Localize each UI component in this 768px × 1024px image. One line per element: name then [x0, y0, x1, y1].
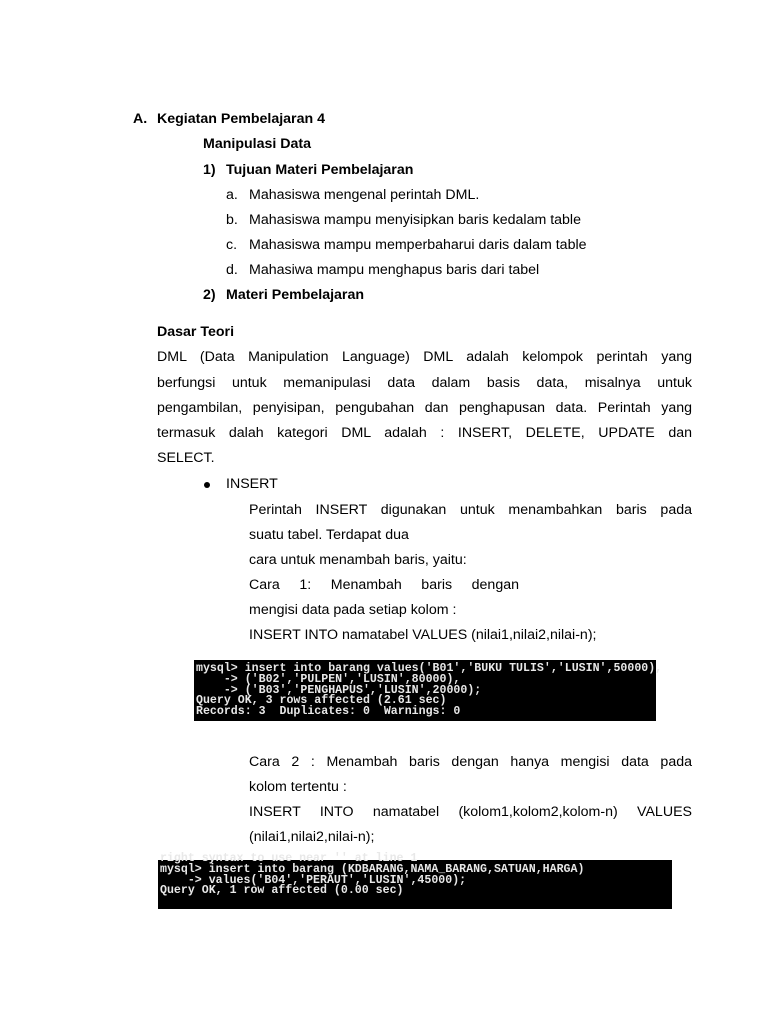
terminal-line: -> ('B02','PULPEN','LUSIN',80000),: [196, 672, 461, 686]
objective-letter: b.: [226, 212, 238, 228]
objective-text: Mahasiswa mampu memperbaharui daris dalam table: [249, 237, 587, 253]
theory-line: DML (Data Manipulation Language) DML adalah kelompok perintah yang: [157, 349, 692, 365]
theory-line: SELECT.: [157, 450, 215, 466]
cara2-line: (nilai1,nilai2,nilai-n);: [249, 829, 375, 845]
theory-heading: Dasar Teori: [157, 324, 235, 340]
terminal-screenshot-2: [158, 852, 672, 909]
section-title: Kegiatan Pembelajaran 4: [157, 111, 325, 127]
objective-letter: d.: [226, 262, 238, 278]
terminal-line: Query OK, 1 row affected (0.00 sec): [160, 884, 404, 898]
insert-bullet-label: INSERT: [226, 476, 278, 492]
terminal-line: Records: 3 Duplicates: 0 Warnings: 0: [196, 705, 461, 719]
objective-text: Mahasiwa mampu menghapus baris dari tabel: [249, 262, 540, 278]
part2-title: Materi Pembelajaran: [226, 287, 364, 303]
cara2-line: INSERT INTO namatabel (kolom1,kolom2,kolom-n) VALUES: [249, 804, 692, 820]
theory-line: pengambilan, penyisipan, pengubahan dan penghapusan data. Perintah yang: [157, 400, 692, 416]
insert-line: cara untuk menambah baris, yaitu:: [249, 552, 467, 568]
objective-text: Mahasiswa mengenal perintah DML.: [249, 187, 480, 203]
insert-line: Cara 1: Menambah baris dengan: [249, 577, 519, 593]
insert-line: Perintah INSERT digunakan untuk menambahkan baris pada: [249, 502, 692, 518]
terminal-line: mysql> insert into barang values('B01','BUKU TULIS','LUSIN',50000),: [196, 662, 663, 675]
insert-line: INSERT INTO namatabel VALUES (nilai1,nilai2,nilai-n);: [249, 627, 597, 643]
part2-number: 2): [203, 287, 216, 303]
section-marker: A.: [133, 111, 148, 127]
part1-number: 1): [203, 162, 216, 178]
theory-line: berfungsi untuk memanipulasi data dalam basis data, misalnya untuk: [157, 375, 692, 391]
objective-letter: a.: [226, 187, 238, 203]
insert-line: suatu tabel. Terdapat dua: [249, 527, 409, 543]
terminal-line: mysql> insert into barang (KDBARANG,NAMA_BARANG,SATUAN,HARGA): [160, 862, 585, 876]
bullet-icon: [204, 482, 210, 488]
part1-title: Tujuan Materi Pembelajaran: [226, 162, 414, 178]
terminal-screenshot-1: [194, 660, 663, 721]
insert-line: mengisi data pada setiap kolom :: [249, 602, 457, 618]
terminal-line: -> ('B03','PENGHAPUS','LUSIN',20000);: [196, 683, 482, 697]
objective-letter: c.: [226, 237, 238, 253]
objective-text: Mahasiswa mampu menyisipkan baris kedalam table: [249, 212, 581, 228]
section-subtitle: Manipulasi Data: [203, 136, 312, 152]
theory-line: termasuk dalah kategori DML adalah : INSERT, DELETE, UPDATE dan: [157, 425, 692, 441]
terminal-line: Query OK, 3 rows affected (2.61 sec): [196, 694, 447, 708]
cara2-line: kolom tertentu :: [249, 779, 347, 795]
terminal-line: right syntax to use near '' at line 1: [160, 852, 418, 865]
cara2-line: Cara 2 : Menambah baris dengan hanya mengisi data pada: [249, 754, 692, 770]
terminal-line: -> values('B04','PERAUT','LUSIN',45000);: [160, 873, 467, 887]
